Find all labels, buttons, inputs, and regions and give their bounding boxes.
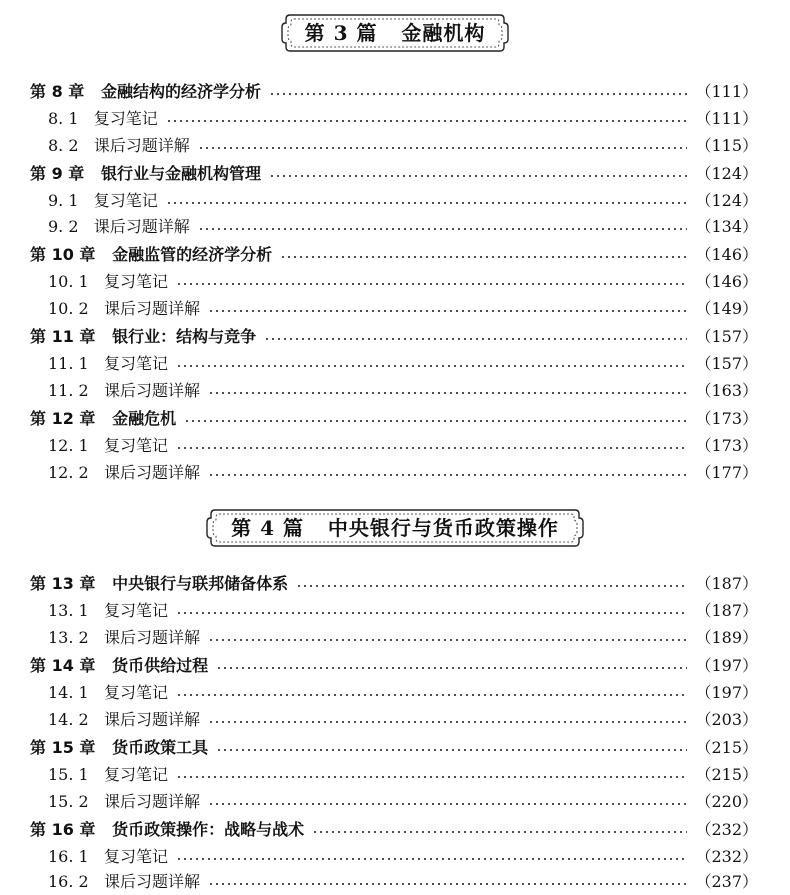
leader-dots: [280, 256, 687, 258]
leader-dots: [296, 585, 687, 587]
page-number: （149）: [695, 299, 758, 318]
chapter-label: 第 14 章 货币供给过程: [30, 656, 209, 675]
page-number: （157）: [695, 327, 758, 346]
page-number: （215）: [695, 765, 758, 784]
chapter-label: 第 8 章 金融结构的经济学分析: [30, 82, 261, 101]
leader-dots: [208, 883, 687, 885]
chapter-label: 第 11 章 银行业：结构与竞争: [30, 327, 257, 346]
toc-chapter[interactable]: [0, 241, 790, 268]
chapter-label: 第 9 章 银行业与金融机构管理: [30, 164, 261, 183]
section-label: 15. 2 课后习题详解: [48, 792, 200, 811]
section-label: 11. 1 复习笔记: [48, 354, 168, 373]
section-label: 8. 2 课后习题详解: [48, 136, 190, 155]
page-number: （173）: [695, 409, 758, 428]
toc-section[interactable]: [0, 868, 790, 895]
section-label: 16. 1 复习笔记: [48, 847, 168, 866]
chapter-label: 第 13 章 中央银行与联邦储备体系: [30, 574, 289, 593]
toc-section[interactable]: [0, 679, 790, 706]
toc-chapter[interactable]: [0, 652, 790, 679]
page-number: （163）: [695, 381, 758, 400]
leader-dots: [208, 803, 687, 805]
section-label: 9. 2 课后习题详解: [48, 217, 190, 236]
leader-dots: [269, 175, 687, 177]
section-label: 12. 2 课后习题详解: [48, 463, 200, 482]
page-number: （111）: [695, 109, 758, 128]
page-number: （232）: [695, 847, 758, 866]
section-label: 14. 1 复习笔记: [48, 683, 168, 702]
leader-dots: [312, 831, 687, 833]
leader-dots: [208, 474, 687, 476]
toc-chapter[interactable]: [0, 570, 790, 597]
page-number: （111）: [695, 82, 758, 101]
toc-section[interactable]: [0, 132, 790, 159]
section-label: 8. 1 复习笔记: [48, 109, 158, 128]
toc-chapter[interactable]: [0, 816, 790, 843]
leader-dots: [166, 202, 688, 204]
toc-section[interactable]: [0, 432, 790, 459]
part-title: 第 4 篇 中央银行与货币政策操作: [231, 516, 559, 540]
page-number: （146）: [695, 245, 758, 264]
toc-section[interactable]: [0, 761, 790, 788]
leader-dots: [176, 694, 687, 696]
leader-dots: [176, 283, 687, 285]
page-number: （203）: [695, 710, 758, 729]
toc-chapter[interactable]: [0, 405, 790, 432]
part-banner: [0, 9, 790, 57]
leader-dots: [208, 310, 687, 312]
toc-chapter[interactable]: [0, 78, 790, 105]
page-number: （215）: [695, 738, 758, 757]
part-title: 第 3 篇 金融机构: [304, 21, 486, 45]
leader-dots: [269, 93, 687, 95]
toc-section[interactable]: [0, 597, 790, 624]
section-label: 13. 1 复习笔记: [48, 601, 168, 620]
leader-dots: [176, 858, 687, 860]
toc-section[interactable]: [0, 350, 790, 377]
leader-dots: [176, 365, 687, 367]
section-label: 10. 1 复习笔记: [48, 272, 168, 291]
toc-section[interactable]: [0, 213, 790, 240]
part-banner: [0, 504, 790, 552]
toc-section[interactable]: [0, 295, 790, 322]
toc-section[interactable]: [0, 268, 790, 295]
leader-dots: [176, 612, 687, 614]
chapter-label: 第 15 章 货币政策工具: [30, 738, 209, 757]
section-label: 16. 2 课后习题详解: [48, 872, 200, 891]
page-number: （220）: [695, 792, 758, 811]
page-number: （124）: [695, 164, 758, 183]
toc-chapter[interactable]: [0, 734, 790, 761]
page-number: （197）: [695, 683, 758, 702]
toc-section[interactable]: [0, 843, 790, 870]
leader-dots: [264, 338, 687, 340]
toc-section[interactable]: [0, 105, 790, 132]
section-label: 9. 1 复习笔记: [48, 191, 158, 210]
page-number: （232）: [695, 820, 758, 839]
page-number: （237）: [695, 872, 758, 891]
page-number: （187）: [695, 574, 758, 593]
leader-dots: [216, 667, 687, 669]
section-label: 15. 1 复习笔记: [48, 765, 168, 784]
section-label: 14. 2 课后习题详解: [48, 710, 200, 729]
page-number: （134）: [695, 217, 758, 236]
toc-section[interactable]: [0, 706, 790, 733]
leader-dots: [216, 749, 687, 751]
section-label: 11. 2 课后习题详解: [48, 381, 200, 400]
page-number: （197）: [695, 656, 758, 675]
toc-section[interactable]: [0, 377, 790, 404]
page-number: （177）: [695, 463, 758, 482]
section-label: 13. 2 课后习题详解: [48, 628, 200, 647]
page-number: （189）: [695, 628, 758, 647]
page-number: （146）: [695, 272, 758, 291]
page-number: （124）: [695, 191, 758, 210]
page-number: （173）: [695, 436, 758, 455]
leader-dots: [176, 776, 687, 778]
toc-section[interactable]: [0, 459, 790, 486]
toc-section[interactable]: [0, 788, 790, 815]
leader-dots: [166, 120, 688, 122]
leader-dots: [184, 420, 687, 422]
toc-chapter[interactable]: [0, 160, 790, 187]
section-label: 10. 2 课后习题详解: [48, 299, 200, 318]
leader-dots: [208, 639, 687, 641]
page-number: （115）: [695, 136, 758, 155]
leader-dots: [198, 147, 688, 149]
chapter-label: 第 10 章 金融监管的经济学分析: [30, 245, 273, 264]
leader-dots: [176, 447, 687, 449]
section-label: 12. 1 复习笔记: [48, 436, 168, 455]
leader-dots: [198, 228, 688, 230]
toc-section[interactable]: [0, 624, 790, 651]
page-number: （187）: [695, 601, 758, 620]
chapter-label: 第 16 章 货币政策操作：战略与战术: [30, 820, 305, 839]
leader-dots: [208, 721, 687, 723]
toc-section[interactable]: [0, 187, 790, 214]
page-number: （157）: [695, 354, 758, 373]
chapter-label: 第 12 章 金融危机: [30, 409, 177, 428]
leader-dots: [208, 392, 687, 394]
toc-chapter[interactable]: [0, 323, 790, 350]
